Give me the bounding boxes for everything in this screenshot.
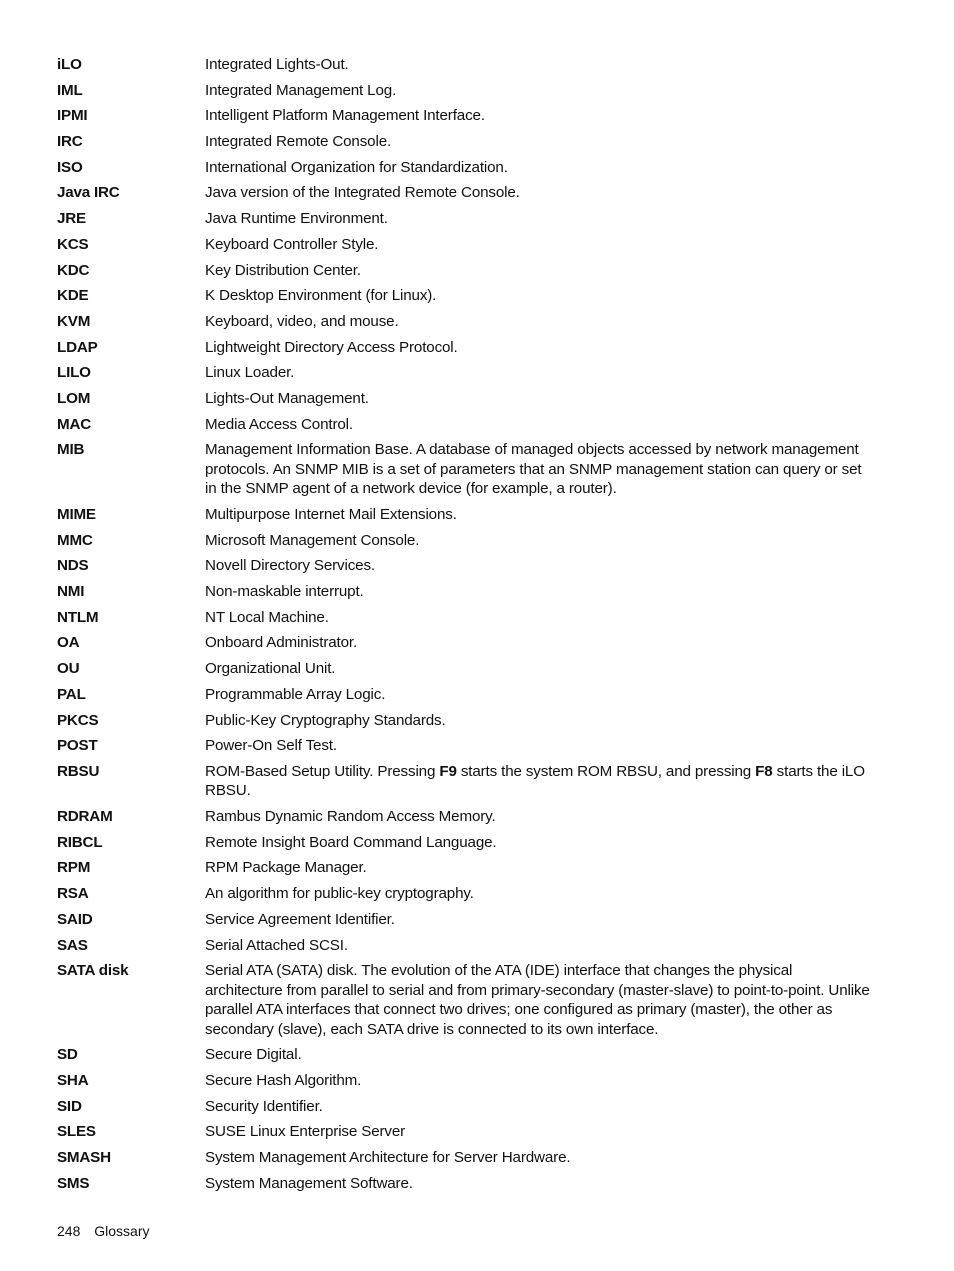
definition-text: starts the system ROM RBSU, and pressing: [456, 762, 756, 780]
glossary-definition: Java Runtime Environment.: [205, 210, 388, 228]
glossary-entry: [57, 961, 873, 1045]
glossary-term: MIME: [57, 506, 96, 523]
glossary-list: [57, 55, 873, 1200]
glossary-term: PAL: [57, 685, 86, 703]
definition-text: starts the iLO RBSU.: [205, 762, 865, 800]
glossary-definition: Serial Attached SCSI.: [205, 936, 348, 954]
glossary-term: RPM: [57, 859, 91, 877]
glossary-definition: Onboard Administrator.: [205, 634, 358, 652]
glossary-term: KCS: [57, 235, 89, 253]
glossary-term: PKCS: [57, 711, 99, 729]
glossary-definition: Lightweight Directory Access Protocol.: [205, 338, 458, 356]
glossary-term: SLES: [57, 1123, 96, 1141]
glossary-term: ISO: [57, 158, 83, 176]
glossary-term: MIB: [57, 441, 85, 459]
glossary-definition: Secure Hash Algorithm.: [205, 1072, 362, 1090]
glossary-entry: [57, 183, 873, 209]
glossary-definition: Organizational Unit.: [205, 660, 336, 678]
glossary-definition: Keyboard, video, and mouse.: [205, 312, 399, 330]
glossary-definition: Serial ATA (SATA) disk. The evolution of the ATA (IDE) interface that changes the physical architecture from parallel to serial and from primary-secondary (master-slave) to point-to-point. Unlike parallel ATA interfaces that connect two drives; one configured as primary (master), the other as secondary (slave), each SATA drive is connected to its own interface.: [205, 962, 870, 1038]
page-number: 248: [57, 1223, 81, 1239]
glossary-definition: NT Local Machine.: [205, 608, 329, 626]
glossary-definition: Integrated Lights-Out.: [205, 56, 349, 73]
glossary-entry: [57, 235, 873, 261]
glossary-term: iLO: [57, 56, 82, 73]
glossary-term: SAS: [57, 936, 88, 954]
glossary-entry: [57, 158, 873, 184]
glossary-definition: [205, 762, 873, 801]
glossary-term: RBSU: [57, 762, 100, 780]
footer-section-title: Glossary: [94, 1223, 150, 1239]
glossary-entry: [57, 1045, 873, 1071]
glossary-term: LILO: [57, 364, 91, 382]
glossary-term: LDAP: [57, 338, 98, 356]
glossary-entry: [57, 531, 873, 557]
glossary-term: SAID: [57, 910, 93, 928]
glossary-definition: Remote Insight Board Command Language.: [205, 833, 497, 851]
glossary-definition: Rambus Dynamic Random Access Memory.: [205, 808, 496, 826]
glossary-entry: [57, 762, 873, 807]
glossary-definition: System Management Architecture for Server Hardware.: [205, 1149, 571, 1167]
glossary-entry: [57, 736, 873, 762]
page-footer: [57, 1222, 149, 1240]
glossary-entry: [57, 415, 873, 441]
glossary-term: SHA: [57, 1072, 89, 1090]
glossary-term: OA: [57, 634, 80, 652]
glossary-definition: Non-maskable interrupt.: [205, 583, 364, 601]
glossary-entry: [57, 858, 873, 884]
glossary-entry: [57, 286, 873, 312]
glossary-entry: [57, 1174, 873, 1200]
glossary-definition: Service Agreement Identifier.: [205, 910, 395, 928]
glossary-term: NTLM: [57, 608, 99, 626]
glossary-entry: [57, 1148, 873, 1174]
glossary-definition: Linux Loader.: [205, 364, 295, 382]
glossary-term: IPMI: [57, 107, 88, 125]
glossary-entry: [57, 106, 873, 132]
glossary-definition: System Management Software.: [205, 1174, 413, 1192]
glossary-definition: Management Information Base. A database of managed objects accessed by network management protocols. An SNMP MIB is a set of parameters that an SNMP management station can query or set in the SNMP agent of a network device (for example, a router).: [205, 441, 862, 498]
glossary-term: MMC: [57, 531, 93, 549]
glossary-definition: Lights-Out Management.: [205, 389, 369, 407]
glossary-entry: [57, 132, 873, 158]
glossary-term: POST: [57, 737, 98, 755]
glossary-term: RDRAM: [57, 808, 113, 826]
glossary-entry: [57, 209, 873, 235]
glossary-definition: SUSE Linux Enterprise Server: [205, 1123, 406, 1141]
glossary-entry: [57, 1071, 873, 1097]
glossary-entry: [57, 910, 873, 936]
glossary-term: RSA: [57, 885, 89, 903]
glossary-entry: [57, 633, 873, 659]
glossary-term: KDC: [57, 261, 90, 279]
glossary-definition: RPM Package Manager.: [205, 859, 367, 877]
key-name: F8: [755, 762, 773, 780]
glossary-term: SMASH: [57, 1149, 111, 1167]
glossary-entry: [57, 338, 873, 364]
glossary-entry: [57, 1122, 873, 1148]
glossary-entry: [57, 55, 873, 81]
glossary-definition: Integrated Remote Console.: [205, 133, 392, 151]
glossary-entry: [57, 936, 873, 962]
glossary-term: OU: [57, 660, 80, 678]
glossary-entry: [57, 440, 873, 505]
glossary-definition: Security Identifier.: [205, 1097, 323, 1115]
glossary-entry: [57, 389, 873, 415]
key-name: F9: [439, 762, 457, 780]
glossary-term: Java IRC: [57, 184, 120, 202]
glossary-entry: [57, 81, 873, 107]
glossary-entry: [57, 1097, 873, 1123]
glossary-term: RIBCL: [57, 833, 103, 851]
glossary-term: SATA disk: [57, 962, 129, 980]
glossary-term: SMS: [57, 1174, 90, 1192]
glossary-definition: Public-Key Cryptography Standards.: [205, 711, 446, 729]
glossary-entry: [57, 659, 873, 685]
glossary-definition: Intelligent Platform Management Interface.: [205, 107, 485, 125]
glossary-definition: Novell Directory Services.: [205, 557, 375, 575]
glossary-definition: Java version of the Integrated Remote Console.: [205, 184, 520, 202]
glossary-entry: [57, 711, 873, 737]
glossary-definition: Multipurpose Internet Mail Extensions.: [205, 506, 457, 523]
glossary-entry: [57, 833, 873, 859]
glossary-definition: Power-On Self Test.: [205, 737, 337, 755]
glossary-entry: [57, 261, 873, 287]
glossary-term: NMI: [57, 583, 85, 601]
glossary-term: NDS: [57, 557, 89, 575]
glossary-term: SD: [57, 1046, 78, 1064]
glossary-term: SID: [57, 1097, 82, 1115]
glossary-definition: Keyboard Controller Style.: [205, 235, 379, 253]
glossary-definition: Key Distribution Center.: [205, 261, 361, 279]
glossary-definition: Programmable Array Logic.: [205, 685, 386, 703]
glossary-term: MAC: [57, 415, 91, 433]
glossary-term: IML: [57, 81, 83, 99]
glossary-entry: [57, 884, 873, 910]
glossary-entry: [57, 505, 873, 531]
glossary-entry: [57, 608, 873, 634]
glossary-entry: [57, 363, 873, 389]
glossary-term: IRC: [57, 133, 83, 151]
glossary-entry: [57, 556, 873, 582]
glossary-entry: [57, 312, 873, 338]
glossary-definition: An algorithm for public-key cryptography.: [205, 885, 474, 903]
glossary-term: KVM: [57, 312, 91, 330]
glossary-entry: [57, 685, 873, 711]
glossary-definition: Secure Digital.: [205, 1046, 302, 1064]
glossary-entry: [57, 807, 873, 833]
glossary-definition: Integrated Management Log.: [205, 81, 397, 99]
glossary-entry: [57, 582, 873, 608]
glossary-definition: Microsoft Management Console.: [205, 531, 420, 549]
definition-text: ROM-Based Setup Utility. Pressing: [205, 762, 440, 780]
glossary-term: KDE: [57, 287, 89, 305]
glossary-term: LOM: [57, 389, 91, 407]
glossary-definition: International Organization for Standardization.: [205, 158, 508, 176]
glossary-term: JRE: [57, 210, 86, 228]
glossary-definition: K Desktop Environment (for Linux).: [205, 287, 437, 305]
glossary-definition: Media Access Control.: [205, 415, 353, 433]
